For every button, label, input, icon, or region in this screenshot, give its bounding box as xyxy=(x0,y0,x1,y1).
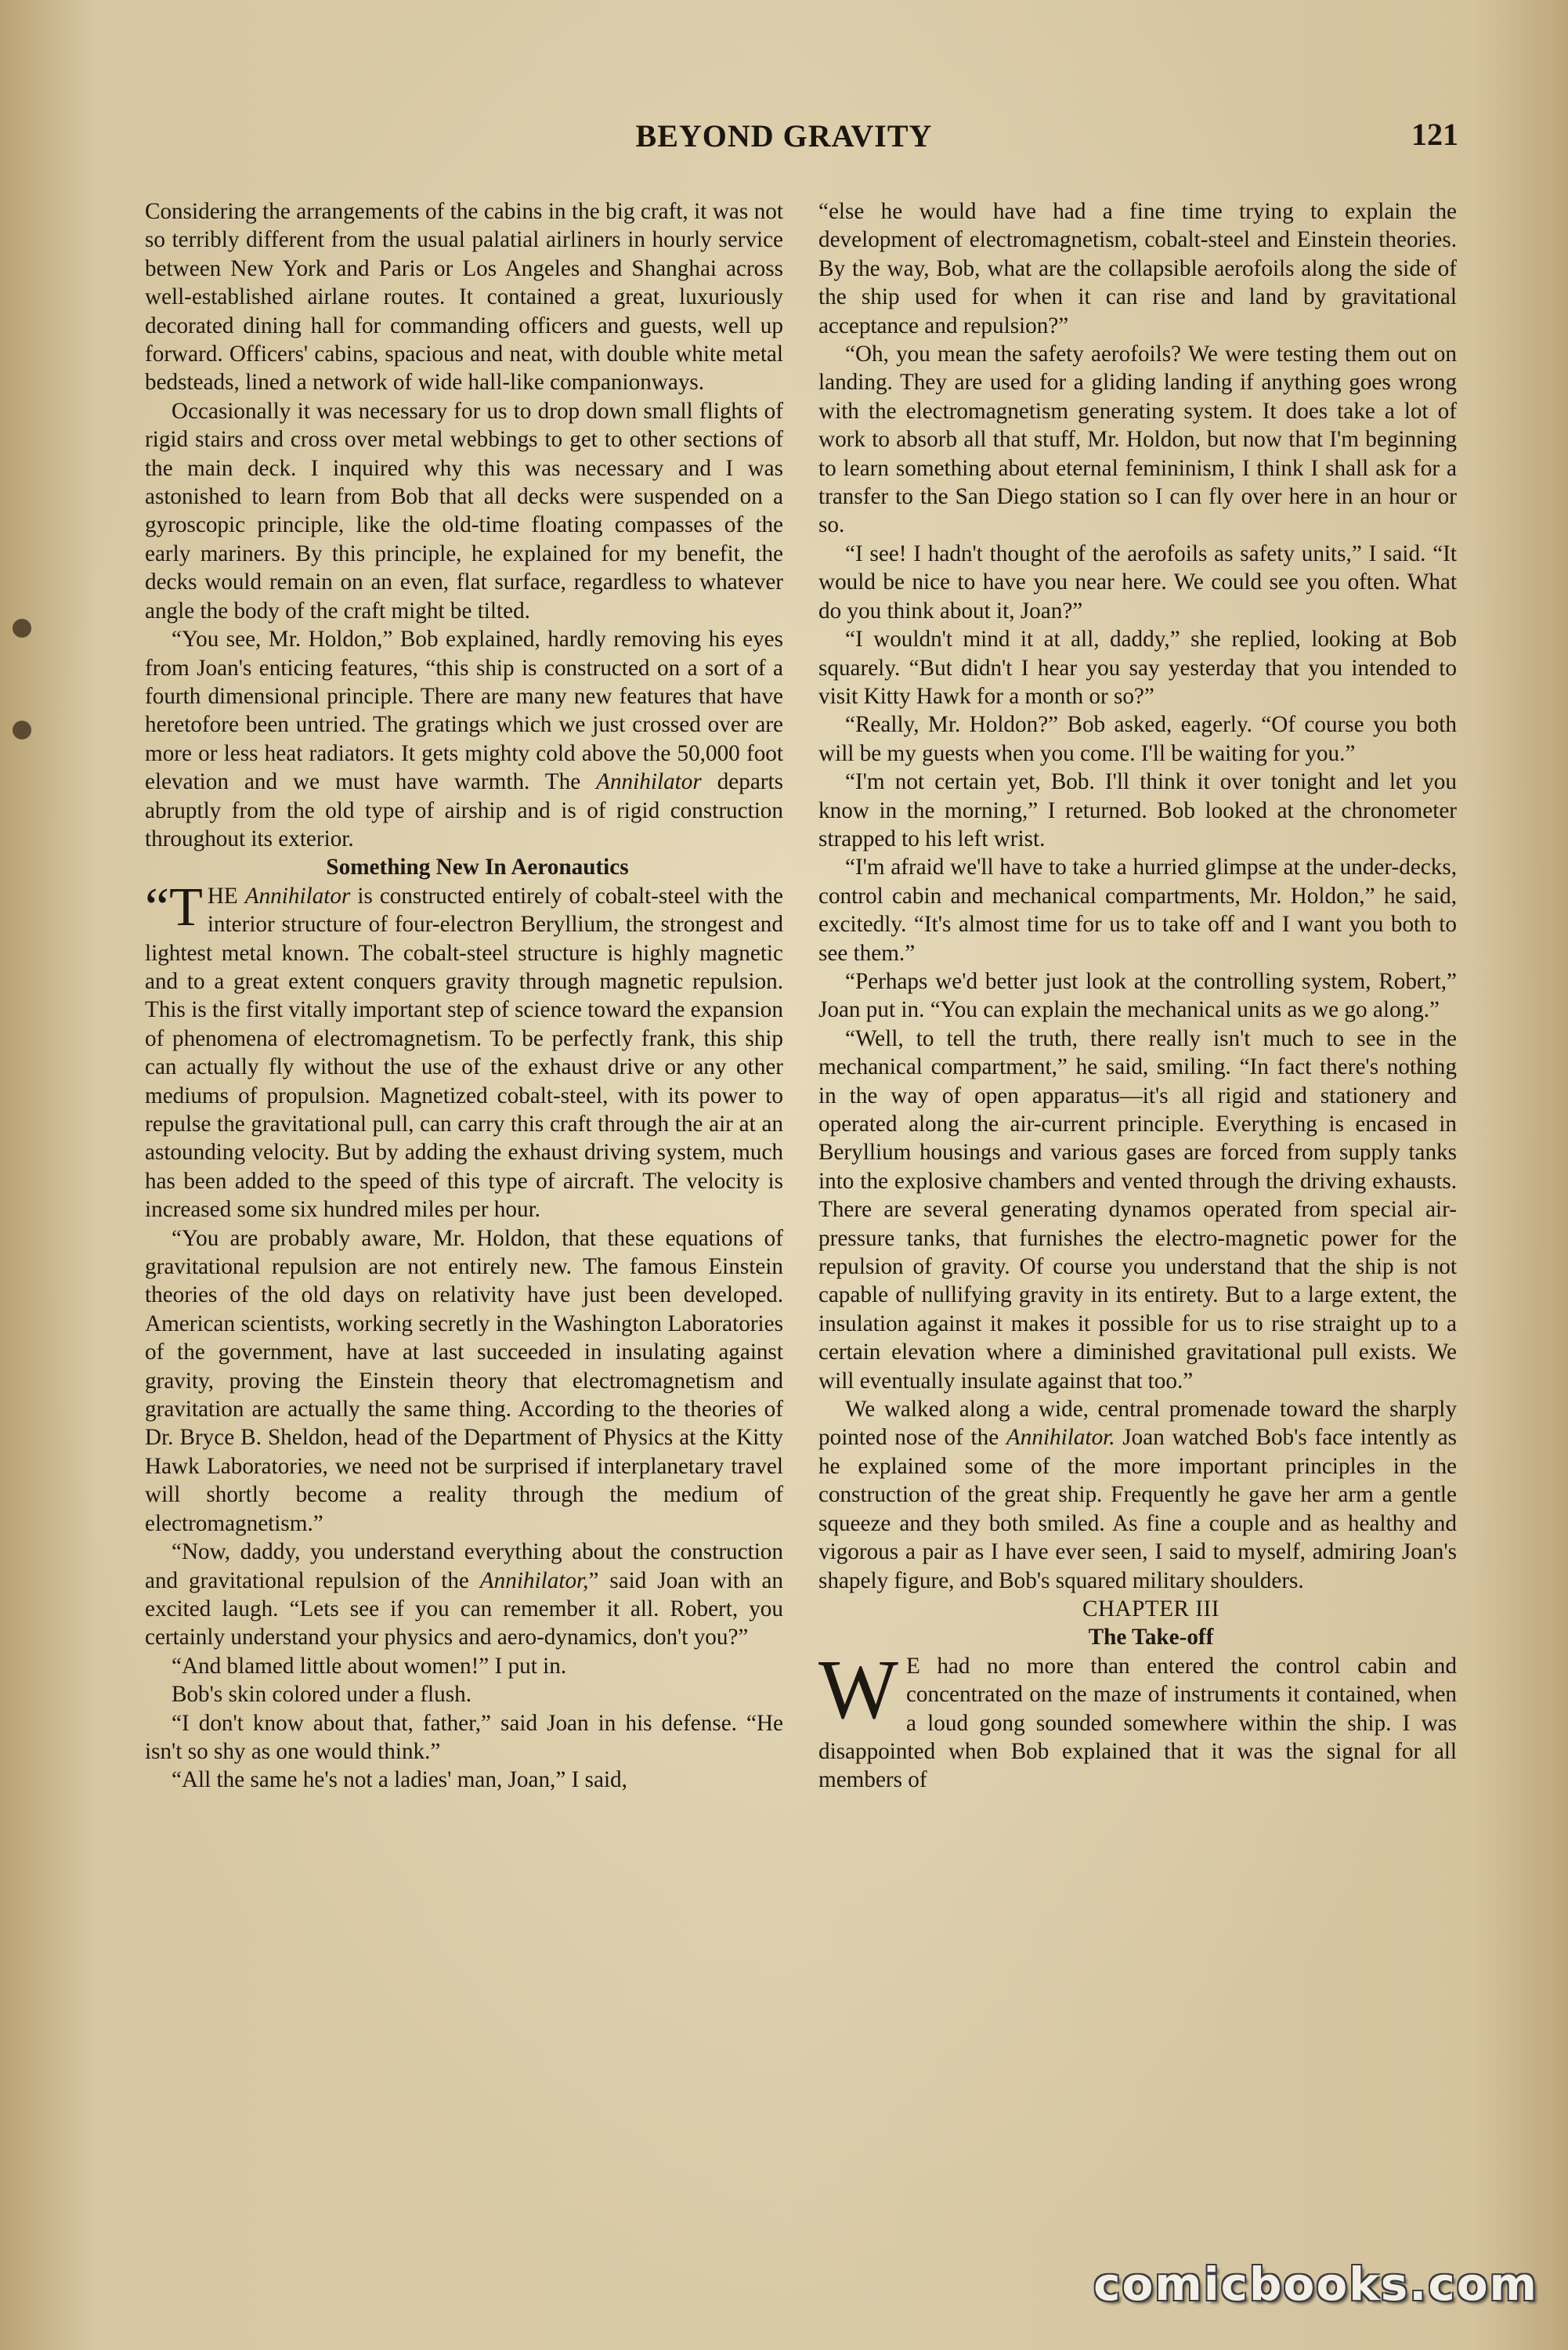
text-run: is constructed entirely of cobalt-steel with the interior structure of four-electron Beryllium, the strongest and lightest metal known. The cobalt-steel structure is highly magnetic and to a great extent conquers gravity through magnetic repulsion. This is the first vitally important step of science toward the expansion of phenomena of electromagnetism. To be perfectly frank, this ship can actually fly without the use of the exhaust drive or any other mediums of propulsion. Magnetized cobalt-steel, with its power to repulse the gravitational pull, can carry this craft through the air at an astounding velocity. But by adding the exhaust driving system, much has been added to the speed of this type of aircraft. The velocity is increased some six hundred miles per hour. xyxy=(145,883,783,1223)
paragraph: “Really, Mr. Holdon?” Bob asked, eagerly. “Of course you both will be my guests when you come. I'll be waiting for you.” xyxy=(818,712,1457,766)
left-column xyxy=(145,197,783,1795)
paragraph: Considering the arrangements of the cabins in the big craft, it was not so terribly different from the usual palatial airliners in hourly service between New York and Paris or Los Angeles and Shanghai across well-established airlane routes. It contained a great, luxuriously decorated dining hall for commanding officers and guests, well up forward. Officers' cabins, spacious and neat, with double white metal bedsteads, lined a network of wide hall-like companionways. xyxy=(145,199,783,396)
section-subhead: Something New In Aeronautics xyxy=(326,855,629,880)
text-run: “You see, Mr. Holdon,” Bob explained, hardly removing his eyes from Joan's enticing features, “this ship is constructed on a sort of a fourth dimensional principle. There are many new features that have heretofore been untried. The gratings which we just crossed over are more or less heat radiators. It gets mighty cold above the 50,000 foot elevation and we must have warmth. The xyxy=(145,627,783,795)
text-run: Joan watched Bob's face intently as he explained some of the more important principles in the construction of the great ship. Frequently he gave her arm a gentle squeeze and they both smiled. As fine a couple and as healthy and vigorous a pair as I have ever seen, I said to myself, admiring Joan's shapely figure, and Bob's squared military shoulders. xyxy=(818,1425,1457,1593)
staple-hole xyxy=(13,619,31,638)
paragraph: “I'm afraid we'll have to take a hurried glimpse at the under-decks, control cabin and mechanical compartments, Mr. Holdon,” he said, excitedly. “It's almost time for us to take off and I want you both to see them.” xyxy=(818,855,1457,966)
text-run: departs abruptly from the old type of airship and is of rigid construction throughout its exterior. xyxy=(145,769,783,851)
paragraph xyxy=(145,877,783,1224)
paragraph xyxy=(818,1395,1457,1595)
text-run: HE xyxy=(207,883,245,909)
running-head: BEYOND GRAVITY xyxy=(635,118,933,154)
paragraph xyxy=(145,1538,783,1652)
paragraph: “Oh, you mean the safety aerofoils? We were testing them out on landing. They are used for a gliding landing if anything goes wrong with the electromagnetism generating system. It does take a lot of work to absorb all that stuff, Mr. Holdon, but now that I'm beginning to learn something about eternal femininism, I think I shall ask for a transfer to the San Diego station so I can fly over here in an hour or so. xyxy=(818,342,1457,538)
text-run: “Now, daddy, you understand everything about the construction and gravitational repulsion of the xyxy=(145,1539,783,1593)
chapter-title: The Take-off xyxy=(1088,1625,1214,1650)
paragraph: “I don't know about that, father,” said Joan in his defense. “He isn't so shy as one would think.” xyxy=(145,1710,783,1764)
chapter-heading: CHAPTER III xyxy=(1082,1596,1219,1622)
ship-name: Annihilator, xyxy=(479,1567,589,1593)
binding-edge xyxy=(0,501,27,705)
paragraph: “Perhaps we'd better just look at the controlling system, Robert,” Joan put in. “You can explain the mechanical units as we go along.” xyxy=(818,968,1457,1023)
paragraph: “I wouldn't mind it at all, daddy,” she replied, looking at Bob squarely. “But didn't I hear you say yesterday that you intended to visit Kitty Hawk for a month or so?” xyxy=(818,627,1457,709)
right-column xyxy=(818,197,1457,1795)
paragraph: Bob's skin colored under a flush. xyxy=(172,1682,472,1708)
paragraph: “You are probably aware, Mr. Holdon, that these equations of gravitational repulsion are not entirely new. The famous Einstein theories of the old days on relativity have just been developed. American scientists, working secretly in the Washington Laboratories of the government, have at last succeeded in insulating against gravity, proving the Einstein theory that electromagnetism and gravitation are actually the same thing. According to the theories of Dr. Bryce B. Sheldon, head of the Department of Physics at the Kitty Hawk Laboratories, we need not be surprised if interplanetary travel will shortly become a reality through the medium of electromagnetism.” xyxy=(145,1225,783,1536)
paragraph: Occasionally it was necessary for us to drop down small flights of rigid stairs and cross over metal webbings to get to other sections of the main deck. I inquired why this was necessary and I was astonished to learn from Bob that all decks were suspended on a gyroscopic principle, like the old-time floating compasses of the early mariners. By this principle, he explained for my benefit, the decks would remain on an even, flat surface, regardless to whatever angle the body of the craft might be tilted. xyxy=(145,398,783,624)
drop-cap: “T xyxy=(145,877,203,938)
text-run: E had no more than entered the control cabin and concentrated on the maze of instruments it contained, when a loud gong sounded somewhere within the ship. I was disappointed when Bob explained that it was the signal for all members of xyxy=(818,1653,1457,1793)
paragraph: “Well, to tell the truth, there really isn't much to see in the mechanical compartment,” he said, smiling. “In fact there's nothing in the way of open apparatus—it's all rigid and stationery and operated along the air-current principle. Everything is encased in Beryllium housings and various gases are forced from supply tanks into the explosive chambers and vented through the driving exhausts. There are several generating dynamos operated from special air-pressure tanks, that furnishes the electro-magnetic power for the repulsion of gravity. Of course you understand that the ship is not capable of nullifying gravity in its entirety. But to a large extent, the insulation against it makes it possible for us to rise straight up to a certain elevation where a diminished gravitational pull exists. We will eventually insulate against that too.” xyxy=(818,1025,1457,1394)
paragraph: “All the same he's not a ladies' man, Joan,” I said, xyxy=(172,1767,627,1793)
text-run: ” said Joan with an excited laugh. “Lets see if you can remember it all. Robert, you certainly understand your physics and aero-dynamics, don't you?” xyxy=(145,1567,783,1650)
paragraph: “I see! I hadn't thought of the aerofoils as safety units,” I said. “It would be nice to have you near here. We could see you often. What do you think about it, Joan?” xyxy=(818,540,1457,624)
site-watermark: comicbooks.com xyxy=(1093,2258,1538,2311)
paragraph xyxy=(818,1643,1457,1795)
paragraph: “else he would have had a fine time trying to explain the development of electromagnetism, cobalt-steel and Einstein theories. By the way, Bob, what are the collapsible aerofoils along the side of the ship used for when it can rise and land by gravitational acceptance and repulsion?” xyxy=(818,199,1457,338)
text-run: We walked along a wide, central promenade toward the sharply pointed nose of the xyxy=(818,1397,1457,1451)
staple-hole xyxy=(13,721,31,739)
page-number: 121 xyxy=(1411,117,1458,152)
drop-cap: W xyxy=(818,1643,898,1737)
ship-name: Annihilator. xyxy=(1006,1425,1115,1451)
ship-name: Annihilator xyxy=(596,769,702,795)
paragraph: “And blamed little about women!” I put in. xyxy=(172,1653,567,1679)
paragraph xyxy=(145,625,783,853)
paragraph: “I'm not certain yet, Bob. I'll think it over tonight and let you know in the morning,” I returned. Bob looked at the chronometer strapped to his left wrist. xyxy=(818,769,1457,851)
ship-name: Annihilator xyxy=(244,883,351,909)
